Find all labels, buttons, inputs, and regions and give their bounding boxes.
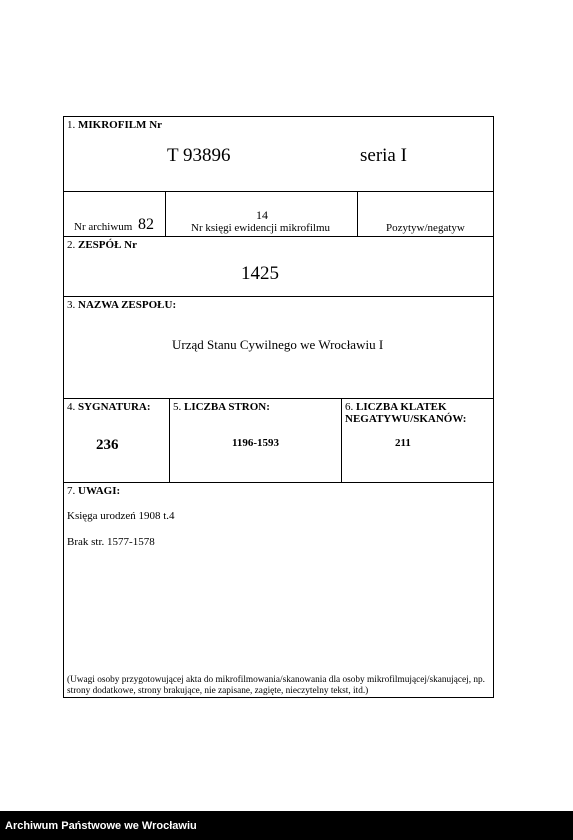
mikrofilm-number: T 93896: [167, 145, 231, 166]
cell-pozytyw: [358, 192, 493, 236]
section-archive-info: [64, 192, 493, 237]
cell-nr-archiwum: [64, 192, 166, 236]
section-label: LICZBA STRON:: [184, 401, 270, 413]
uwagi-note-1: Księga urodzeń 1908 t.4: [67, 510, 175, 522]
nr-archiwum-value: 82: [138, 216, 154, 233]
section-number: 2.: [67, 239, 76, 251]
section-number: 1.: [67, 119, 76, 131]
archive-footer-bar: [0, 811, 573, 840]
section-label: UWAGI:: [78, 485, 121, 497]
section-label: SYGNATURA:: [78, 401, 151, 413]
section-nazwa-zespolu: [64, 297, 493, 399]
cell-liczba-klatek: [342, 399, 493, 482]
zespol-value: 1425: [241, 263, 279, 284]
sygnatura-value: 236: [96, 437, 119, 453]
uwagi-instructions-line-1: (Uwagi osoby przygotowującej akta do mikrofilmowania/skanowania dla osoby mikrofilmującej/skanującej, np.: [67, 675, 485, 685]
section-label: MIKROFILM Nr: [78, 119, 163, 131]
uwagi-instructions-line-2: strony dodatkowe, strony brakujące, nie zapisane, zagięte, nieczytelny tekst, itd.): [67, 686, 369, 696]
pozytyw-label: Pozytyw/negatyw: [386, 222, 465, 234]
section-number: 6.: [345, 401, 354, 413]
section-number: 7.: [67, 485, 76, 497]
nazwa-zespolu-value: Urząd Stanu Cywilnego we Wrocławiu I: [172, 337, 384, 352]
section-zespol: [64, 237, 493, 297]
uwagi-note-2: Brak str. 1577-1578: [67, 536, 155, 548]
section-label: NAZWA ZESPOŁU:: [78, 299, 177, 311]
section-number: 4.: [67, 401, 76, 413]
liczba-stron-value: 1196-1593: [232, 437, 280, 449]
cell-liczba-stron: [170, 399, 342, 482]
cell-sygnatura: [64, 399, 170, 482]
ksiega-label: Nr księgi ewidencji mikrofilmu: [191, 222, 330, 234]
liczba-klatek-value: 211: [395, 437, 411, 449]
section-number: 5.: [173, 401, 182, 413]
section-label: ZESPÓŁ Nr: [78, 239, 137, 251]
cell-ksiega: [166, 192, 358, 236]
section-label-line2: NEGATYWU/SKANÓW:: [345, 413, 467, 425]
section-counts: [64, 399, 493, 483]
ksiega-value: 14: [256, 208, 268, 222]
archive-name: Archiwum Państwowe we Wrocławiu: [5, 820, 197, 832]
section-number: 3.: [67, 299, 76, 311]
nr-archiwum-label: Nr archiwum: [74, 221, 133, 233]
section-label: LICZBA KLATEK: [356, 401, 447, 413]
seria-value: seria I: [360, 145, 407, 166]
microfilm-form: [63, 116, 494, 698]
section-mikrofilm: [64, 117, 493, 192]
section-uwagi: [64, 483, 493, 699]
